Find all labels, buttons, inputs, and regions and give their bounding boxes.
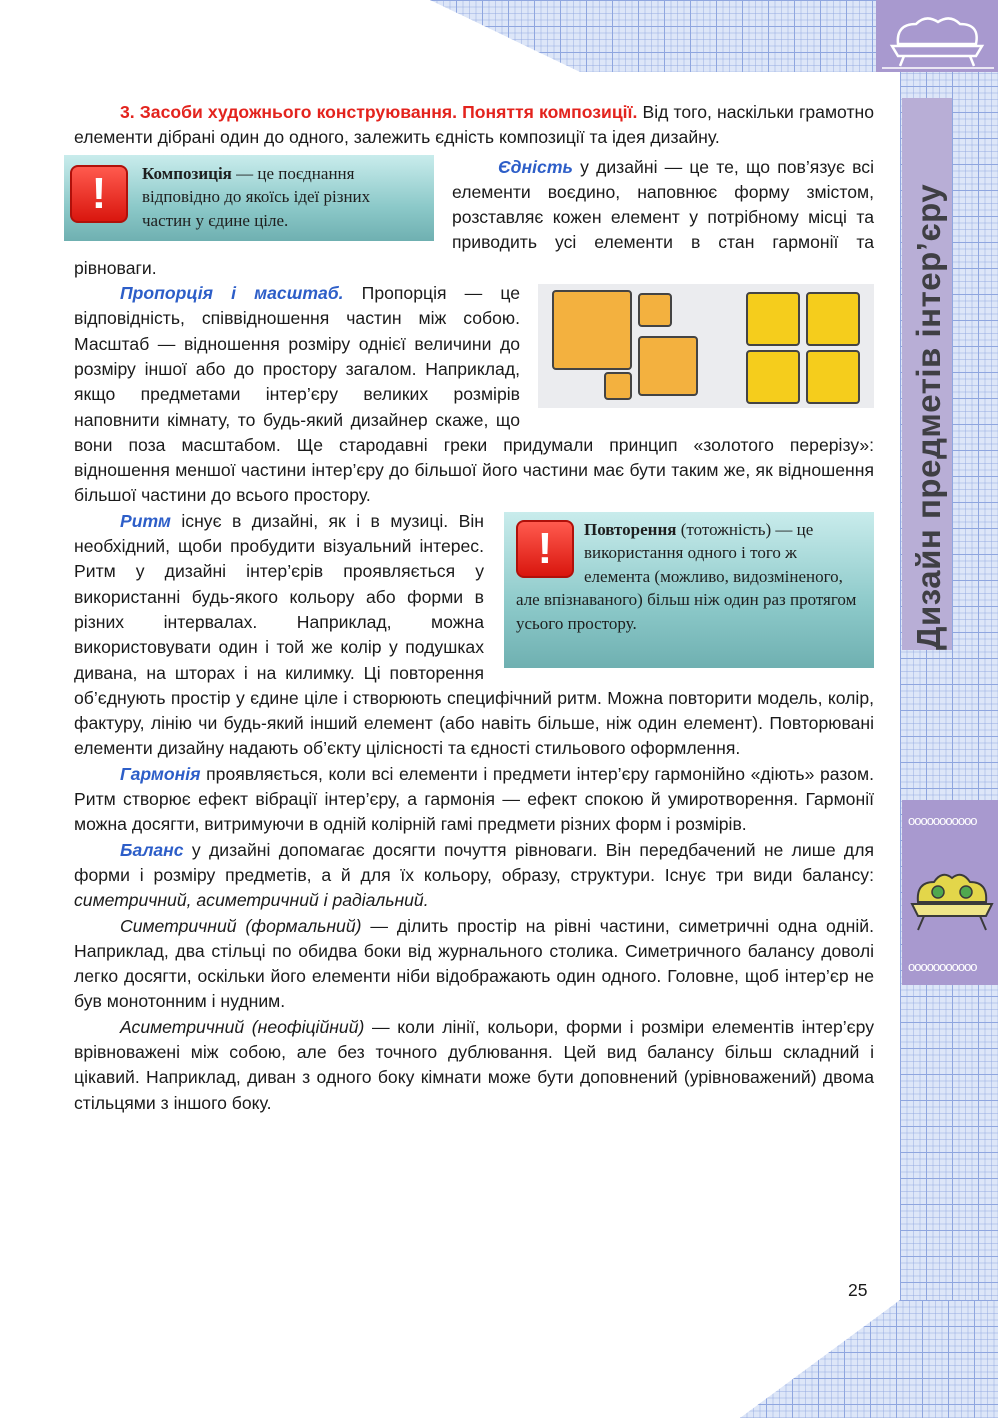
- exclamation-icon: !: [516, 520, 574, 578]
- decorative-chain-icon: ooooooooooo: [908, 959, 977, 974]
- proportion-illustration: [538, 284, 874, 408]
- sofa-icon-top: [876, 0, 998, 72]
- rhythm-paragraph: Ритм існує в дизайні, як і в музиці. Він необхідний, щоби пробудити візуальний інтерес. Ритм у дизайні інтер’єрів проявляється у використанні будь-якого кольору або форми в різних інтервалах. Наприклад, можна використовувати один і той же колір у подушках дивана, на шторах і на килимку. Ці повторення об’єднують простір у єдине ціле і створюють специфічний ритм. Можна повторити модель, колір, фактуру, лінію чи будь-який інший елемент (або навіть більше, ніж один елемент). Повторювані елементи дизайну надають об’єкту цілісності та єдності стильового оформлення.: [74, 510, 874, 759]
- term-symmetric: Симетричний (формальний): [120, 915, 362, 936]
- intro-paragraph: 3. Засоби художнього конструювання. Поняття композиції. Від того, наскільки грамотно елементи дібрані один до одного, залежить єдність композиції та ідея дизайну.: [74, 102, 875, 148]
- symmetric-paragraph: Симетричний (формальний) — ділить простір на рівні частини, симетричні одна одній. Наприклад, два стільці по обидва боки від журнального столика. Симетричного балансу доволі легко досягти, оскільки його елементи ніби відображають один одного. Головне, щоб інтер’єр не був монотонним і нудним.: [74, 915, 874, 1012]
- square-large: [552, 290, 632, 370]
- proportion-paragraph: Пропорція і масштаб. Пропорція — це відповідність, співвідношення частин між собою. Масштаб — відношення розміру однієї величини до розміру іншої або до простору загалом. Наприклад, якщо предметами інтер’єру великих розмірів наповнити кімнату, то будь-який дизайнер скаже, що вони поза масштабом. Ще стародавні греки придумали принцип «золотого перерізу»: відношення меншої частини інтер’єру до більшої його частини має бути таким же, як відношення більшої частини до всього простору.: [74, 283, 874, 506]
- square-equal: [806, 292, 860, 346]
- page-number: 25: [848, 1280, 868, 1300]
- square-equal: [746, 292, 800, 346]
- square-medium: [638, 336, 698, 396]
- term-asymmetric: Асиметричний (неофіційний): [120, 1016, 365, 1037]
- main-text: [74, 100, 874, 1116]
- grid-pattern-bottom: [740, 1300, 998, 1418]
- harmony-paragraph: Гармонія проявляється, коли всі елементи і предмети інтер’єру гармонійно «діють» разом. Ритм створює ефект вібрації інтер’єру, а гармонія — ефект спокою й умиротворення. Гармонії можна досягти, витримуючи в одній колірній гамі предмети різних форм і розмірів.: [74, 763, 874, 835]
- balance-paragraph: Баланс у дизайні допомагає досягти почуття рівноваги. Він передбачений не лише для форми і розміру предметів, а й для їх кольору, образу, структури. Існує три види балансу: симетричний, асиметричний і радіальний.: [74, 839, 874, 911]
- term-rhythm: Ритм: [120, 510, 171, 531]
- term-unity: Єдність: [498, 156, 573, 177]
- square-equal: [746, 350, 800, 404]
- square-small: [638, 293, 672, 327]
- sofa-icon-side: [902, 800, 998, 985]
- asymmetric-paragraph: Асиметричний (неофіційний) — коли лінії, кольори, форми і розміри елементів інтер’єру врівноважені між собою, але без точного дублювання. Цей вид балансу більш складний і цікавий. Наприклад, диван з одного боку кімнати може бути доповнений (урівноважений) двома стільцями з іншого боку.: [74, 1016, 875, 1113]
- square-equal: [806, 350, 860, 404]
- square-tiny: [604, 372, 632, 400]
- decorative-chain-icon: ooooooooooo: [908, 813, 977, 828]
- unity-paragraph: Єдність у дизайні — це те, що пов’язує всі елементи воєдино, наповнює форму змістом, розставляє кожен елемент у потрібному місці та приводить усі елементи в стан гармонії та рівноваги.: [74, 156, 874, 278]
- section-heading: 3. Засоби художнього конструювання. Поняття композиції.: [120, 102, 638, 122]
- exclamation-icon: !: [70, 165, 128, 223]
- note-composition: ! Композиція — це поєднання відповідно до якоїсь ідеї різних частин у єдине ціле.: [64, 155, 434, 241]
- term-harmony: Гармонія: [120, 763, 201, 784]
- term-balance: Баланс: [120, 839, 184, 860]
- note-repetition: ! Повторення (тотожність) — це використання одного і того ж елемента (можливо, видозміненого, але впізнаваного) більш ніж один раз протягом усього простору.: [504, 512, 874, 668]
- term-proportion: Пропорція і масштаб.: [120, 283, 344, 304]
